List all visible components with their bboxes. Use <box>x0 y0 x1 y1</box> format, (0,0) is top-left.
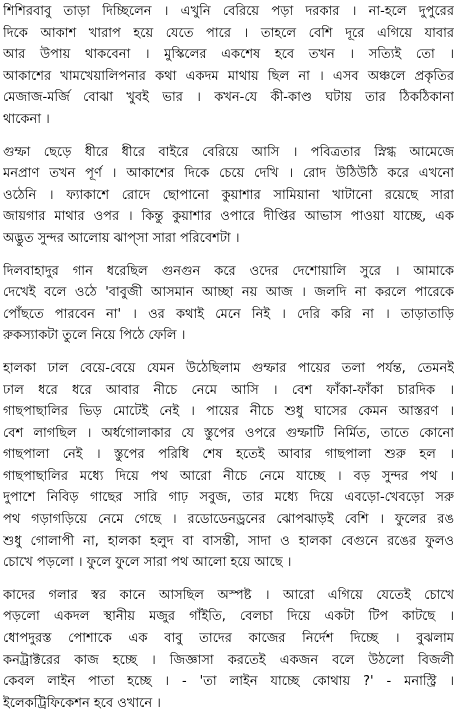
text-line: গাছপাছালির ভিড় মোটেই নেই । পায়ের নীচে শুধু ঘাসের কেমন আস্তরণ । <box>3 404 454 420</box>
text-line: ঢাল ধরে ধরে আবার নীচে নেমে আসি । বেশ ফাঁকা-ফাঁকা চারদিক । <box>3 382 454 398</box>
text-line: গাছপাছালির মধ্যে দিয়ে পথ আরো নীচে নেমে যাচ্ছে । বড় সুন্দর পথ । <box>3 468 454 484</box>
paragraph <box>3 261 454 347</box>
text-line: কাদের গলার স্বর কানে আসছিল অস্পষ্ট । আরো এগিয়ে যেতেই চোখে <box>3 587 454 603</box>
paragraph <box>3 358 454 574</box>
text-line: দিলবাহাদুর গান ধরেছিল গুনগুন করে ওদের দেশোয়ালি সুরে । আমাকে <box>3 263 454 279</box>
document-page <box>3 1 454 714</box>
text-line: ইলেকট্রিফিকেশন হবে ওখানে । <box>3 695 161 711</box>
text-line: অদ্ভুত সুন্দর আলোয় ঝাপ্‌সা সারা পরিবেশটা । <box>3 230 240 246</box>
text-line: আকাশের খামখেয়ালিপনার কথা একদম মাথায় ছিল না । এসব অঞ্চলে প্রকৃতির <box>3 68 454 84</box>
text-line: মনপ্রাণ তখন পূর্ণ । আকাশের দিকে চেয়ে দেখি । রোদ উঠিউঠি করে এখনো <box>3 166 454 182</box>
text-line: চোখে পড়লো । ফুলে ফুলে সারা পথ আলো হয়ে আছে । <box>3 555 292 571</box>
text-line: রুকস্যাকটা তুলে নিয়ে পিঠে ফেলি । <box>3 328 186 344</box>
text-line: জায়গার মাথার ওপর । কিন্তু কুয়াশার ওপারে দীপ্তির আভাস পাওয়া যাচ্ছে, এক <box>3 209 454 225</box>
text-line: ধোপদুরস্ত পোশাকে এক বাবু তাদের কাজের নির্দেশ দিচ্ছে । বুঝলাম <box>3 631 454 647</box>
text-line: দেখেই বলে ওঠে 'বাবুজী আসমান আচ্ছা নয় আজ । জলদি না করলে পারেকে <box>3 285 454 301</box>
paragraph <box>3 142 454 250</box>
text-line: হালকা ঢাল বেয়ে-বেয়ে যেমন উঠেছিলাম গুম্ফার পায়ের তলা পর্যন্ত, তেমনই <box>3 360 454 376</box>
text-line: পড়লো একদল স্থানীয় মজুর গাঁইতি, বেলচা দিয়ে একটা টিপ কাটছে । <box>3 609 454 625</box>
paragraph <box>3 585 454 714</box>
paragraph <box>3 1 454 131</box>
paragraph-gap <box>3 347 454 358</box>
text-line: বেশ লাগছিল । অর্ধগোলাকার যে স্তুপের ওপরে গুম্ফাটি নির্মিত, তাতে কোনো <box>3 425 454 441</box>
paragraph-gap <box>3 131 454 142</box>
text-line: গাছপালা নেই । স্তুপের পরিধি শেষ হতেই আবার গাছপালা শুরু হল । <box>3 447 454 463</box>
text-line: মেজাজ-মর্জি বোঝা খুবই ভার । কখন-যে কী-কাণ্ড ঘটায় তার ঠিকঠিকানা <box>3 90 454 106</box>
text-line: ওঠেনি । ফ্যাকাশে রোদে ছোপানো কুয়াশার সামিয়ানা খাটানো রয়েছে সারা <box>3 187 454 203</box>
text-line: শিশিরবাবু তাড়া দিচ্ছিলেন । এখুনি বেরিয়ে পড়া দরকার । না-হলে দুপুরের <box>3 4 454 19</box>
text-line: পথ গড়াগড়িয়ে নেমে গেছে । রডোডেনড্রনের ঝোপঝাড়ই বেশি । ফুলের রঙ <box>3 512 454 528</box>
text-line: কেবল লাইন পাতা হচ্ছে । - 'তা লাইন যাচ্ছে কোথায় ?' - মনাস্ট্রি । <box>3 674 454 690</box>
text-line: আর উপায় থাকবেনা । মুস্কিলের একশেষ হবে তখন । সত্যিই তো । <box>3 47 454 63</box>
text-line: পোঁছতে পারবেন না' । ওর কথাই মেনে নিই । দেরি করি না । তাড়াতাড়ি <box>3 306 454 322</box>
text-line: গুম্ফা ছেড়ে ধীরে ধীরে বাইরে বেরিয়ে আসি । পবিত্রতার স্নিগ্ধ আমেজে <box>3 144 454 160</box>
text-line: শুধু গোলাপী না, হালকা হলুদ বা বাসন্তী, সাদা ও হালকা বেগুনে রঙের ফুলও <box>3 533 454 549</box>
paragraph-gap <box>3 574 454 585</box>
text-line: কনট্রাক্টরের কাজ হচ্ছে । জিজ্ঞাসা করতেই একজন বলে উঠলো বিজলী <box>3 652 454 668</box>
text-line: দুপাশে নিবিড় গাছের সারি গাঢ় সবুজ, তার মধ্যে দিয়ে এবড়ো-খেবড়ো সরু <box>3 490 454 506</box>
text-line: দিকে আকাশ খারাপ হয়ে যেতে পারে । তাহলে বেশি দূরে এগিয়ে যাবার <box>3 25 454 41</box>
paragraph-gap <box>3 250 454 261</box>
text-line: থাকেনা । <box>3 111 50 127</box>
